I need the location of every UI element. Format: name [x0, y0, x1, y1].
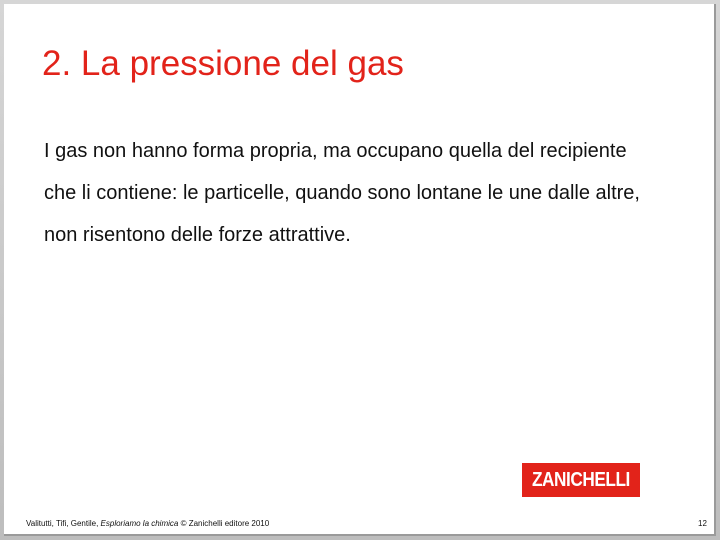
footer-credit	[26, 519, 269, 528]
slide-title: 2. La pressione del gas	[42, 44, 404, 83]
page-number: 12	[698, 519, 707, 528]
footer-publisher: © Zanichelli editore 2010	[178, 519, 270, 528]
footer-authors: Valitutti, Tifi, Gentile,	[26, 519, 101, 528]
slide	[4, 4, 716, 536]
footer-book-title: Esploriamo la chimica	[100, 519, 179, 528]
slide-body-text: I gas non hanno forma propria, ma occupano quella del recipiente che li contiene: le particelle, quando sono lontane le une dalle altre, non risentono delle forze attrattive.	[44, 140, 640, 246]
zanichelli-logo	[522, 463, 640, 497]
logo-text: ZANICHELLI	[532, 468, 630, 491]
